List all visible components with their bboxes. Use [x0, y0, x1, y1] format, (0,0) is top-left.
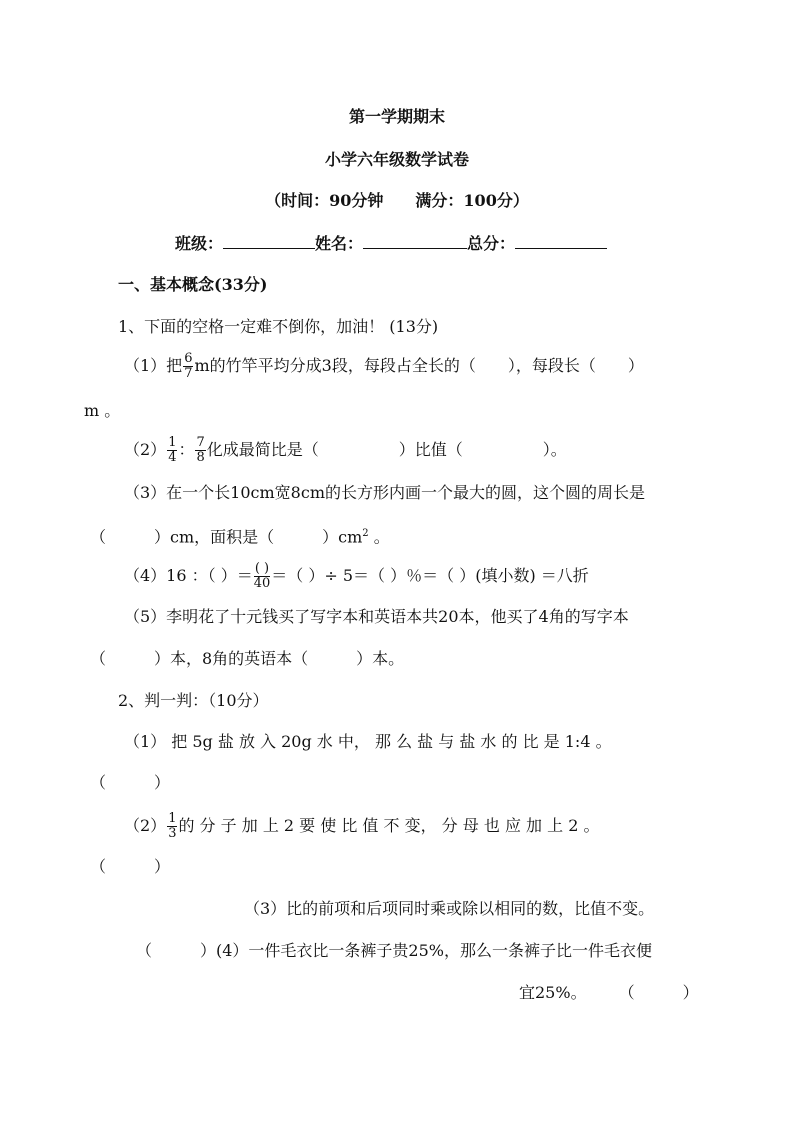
- name-label: 姓名：: [315, 234, 364, 253]
- q1-3-continuation: （ ）cm，面积是（ ）$cm^2$ 。: [90, 527, 390, 547]
- fraction-1-3: $\frac{1}{3}$: [168, 811, 177, 841]
- q2-1: （1） 把 5g 盐 放 入 20g 水 中， 那 么 盐 与 盐 水 的 比 是 1:4 。: [124, 732, 612, 751]
- class-blank[interactable]: [223, 232, 315, 249]
- q2-2-prefix: （2）: [124, 816, 167, 835]
- q2-1-continuation: （ ）: [90, 773, 171, 792]
- exam-title: 第一学期期末: [348, 107, 445, 126]
- exam-time-info: （时间：90分钟 满分：100分）: [265, 191, 529, 210]
- fraction-blank-40: $\frac{( )}{40}$: [253, 561, 271, 591]
- name-blank[interactable]: [363, 232, 467, 249]
- class-label: 班级：: [175, 234, 224, 253]
- q1-2: [124, 436, 567, 465]
- q2-2-text: 的 分 子 加 上 2 要 使 比 值 不 变， 分 母 也 应 加 上 2 。: [178, 816, 600, 835]
- q1-2-text: 化成最简比是（ ）比值（ ）。: [206, 440, 567, 459]
- q1-5-continuation: （ ）本，8角的英语本（ ）本。: [90, 649, 405, 668]
- q2-3: （3）比的前项和后项同时乘或除以相同的数，比值不变。: [244, 899, 655, 918]
- total-label: 总分：: [467, 234, 516, 253]
- fraction-1-4: $\frac{1}{4}$: [168, 435, 177, 465]
- q1-2-prefix: （2）: [124, 440, 167, 459]
- q1-2-colon: ：: [178, 440, 195, 459]
- section1-heading: 一、基本概念(33分): [118, 275, 268, 294]
- q2-4: （ ）(4）一件毛衣比一条裤子贵25%，那么一条裤子比一件毛衣便: [136, 941, 652, 960]
- student-info-row: [175, 232, 607, 255]
- q2-2: [124, 812, 599, 841]
- fraction-7-8: $\frac{7}{8}$: [196, 435, 205, 465]
- q1-4-text: ＝（ ）÷ 5＝（ ）％＝（ ）(填小数) ＝八折: [271, 566, 589, 585]
- q1-4: [124, 562, 589, 591]
- q2-2-continuation: （ ）: [90, 857, 171, 876]
- q2-4-continuation: 宜25%。 （ ）: [519, 983, 699, 1002]
- exam-subtitle: 小学六年级数学试卷: [324, 150, 469, 169]
- section2-heading: 2、判一判：（10分）: [118, 691, 269, 710]
- total-blank[interactable]: [515, 232, 607, 249]
- q1-5: （5）李明花了十元钱买了写字本和英语本共20本，他买了4角的写字本: [124, 607, 629, 626]
- q1-1: [124, 352, 644, 381]
- fraction-6-7: $\frac{6}{7}$: [184, 351, 193, 381]
- q1-1-text: m的竹竿平均分成3段，每段占全长的（ ），每段长（ ）: [194, 356, 644, 375]
- q1-1-continuation: m 。: [84, 401, 121, 420]
- q1-4-prefix: （4）16 ：（ ）＝: [124, 566, 253, 585]
- q1-heading: 1、下面的空格一定难不倒你，加油！ (13分): [118, 317, 439, 336]
- q1-3: （3）在一个长10cm宽8cm的长方形内画一个最大的圆，这个圆的周长是: [124, 483, 645, 502]
- q1-1-prefix: （1）把: [124, 356, 183, 375]
